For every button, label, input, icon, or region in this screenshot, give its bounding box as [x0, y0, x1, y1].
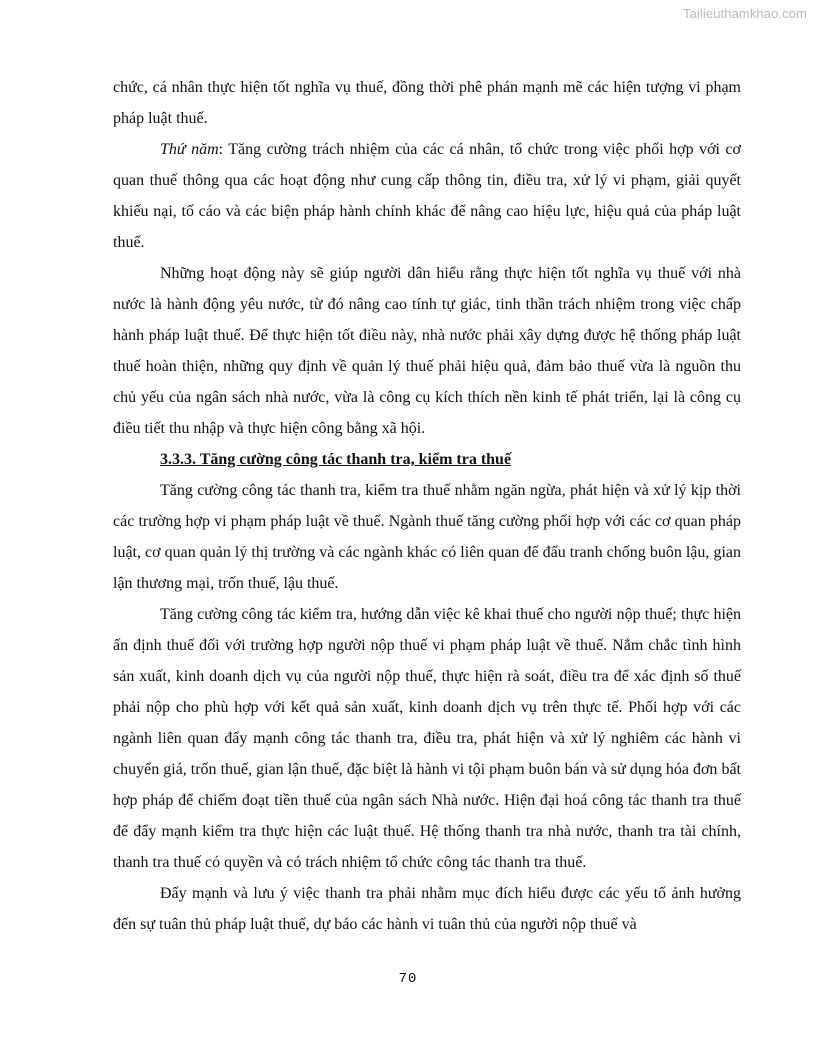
section-heading: 3.3.3. Tăng cường công tác thanh tra, kiểm tra thuế [160, 451, 512, 468]
document-body [113, 72, 741, 940]
paragraph-body: : Tăng cường trách nhiệm của các cá nhân, tổ chức trong việc phối hợp với cơ quan thuế thông qua các hoạt động như cung cấp thông tin, điều tra, xử lý vi phạm, giải quyết khiếu nại, tố cáo và các biện pháp hành chính khác để nâng cao hiệu lực, hiệu quả của pháp luật thuế. [113, 141, 741, 251]
paragraph: Tăng cường công tác thanh tra, kiểm tra thuế nhằm ngăn ngừa, phát hiện và xử lý kịp thời các trường hợp vi phạm pháp luật về thuế. Ngành thuế tăng cường phối hợp với các cơ quan pháp luật, cơ quan quản lý thị trường và các ngành khác có liên quan để đấu tranh chống buôn lậu, gian lận thương mại, trốn thuế, lậu thuế. [113, 482, 741, 592]
paragraph: Tăng cường công tác kiểm tra, hướng dẫn việc kê khai thuế cho người nộp thuế; thực hiện ấn định thuế đối với trường hợp người nộp thuế vi phạm pháp luật về thuế. Nắm chắc tình hình sản xuất, kinh doanh dịch vụ của người nộp thuế, thực hiện rà soát, điều tra để xác định số thuế phải nộp cho phù hợp với kết quả sản xuất, kinh doanh dịch vụ trên thực tế. Phối hợp với các ngành liên quan đẩy mạnh công tác thanh tra, điều tra, phát hiện và xử lý nghiêm các hành vi chuyển giá, trốn thuế, gian lận thuế, đặc biệt là hành vi tội phạm buôn bán và sử dụng hóa đơn bất hợp pháp để chiếm đoạt tiền thuế của ngân sách Nhà nước. Hiện đại hoá công tác thanh tra thuế để đẩy mạnh kiểm tra thực hiện các luật thuế. Hệ thống thanh tra nhà nước, thanh tra tài chính, thanh tra thuế có quyền và có trách nhiệm tổ chức công tác thanh tra thuế. [113, 606, 741, 871]
paragraph-thu-nam [113, 134, 741, 258]
paragraph-continuation: chức, cá nhân thực hiện tốt nghĩa vụ thuế, đồng thời phê phán mạnh mẽ các hiện tượng vi phạm pháp luật thuế. [113, 79, 741, 127]
page-number: 70 [398, 971, 418, 987]
paragraph: Đẩy mạnh và lưu ý việc thanh tra phải nhằm mục đích hiểu được các yếu tố ảnh hưởng đến sự tuân thủ pháp luật thuế, dự báo các hành vi tuân thủ của người nộp thuế và [113, 885, 741, 933]
paragraph-lead-italic: Thứ năm [160, 141, 219, 158]
watermark-text: Tailieuthamkhao.com [682, 6, 807, 21]
paragraph: Những hoạt động này sẽ giúp người dân hiểu rằng thực hiện tốt nghĩa vụ thuế với nhà nước là hành động yêu nước, từ đó nâng cao tính tự giác, tinh thần trách nhiệm trong việc chấp hành pháp luật thuế. Để thực hiện tốt điều này, nhà nước phải xây dựng được hệ thống pháp luật thuế hoàn thiện, những quy định về quản lý thuế phải hiệu quả, đảm bảo thuế vừa là nguồn thu chủ yếu của ngân sách nhà nước, vừa là công cụ kích thích nền kinh tế phát triển, lại là công cụ điều tiết thu nhập và thực hiện công bằng xã hội. [113, 265, 741, 437]
